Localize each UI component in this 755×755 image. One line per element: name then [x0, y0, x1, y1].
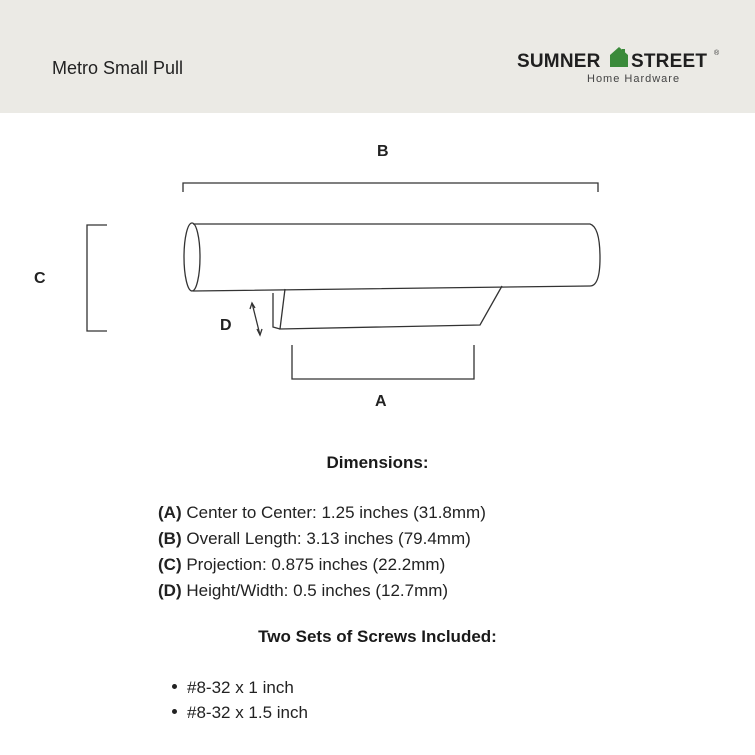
dimensions-heading: Dimensions:	[326, 453, 429, 472]
brand-logo	[517, 46, 727, 90]
brand-tagline: Home Hardware	[587, 73, 681, 85]
dimension-text: Center to Center: 1.25 inches (31.8mm)	[186, 503, 486, 522]
header-bar	[0, 0, 755, 113]
dimension-item	[158, 552, 486, 578]
brand-registered-mark: ®	[714, 50, 720, 57]
pull-drawing	[0, 113, 755, 433]
dimension-d-arrow	[252, 303, 260, 335]
dimension-b-bracket	[183, 183, 598, 192]
screws-heading: Two Sets of Screws Included:	[258, 627, 497, 646]
screw-item	[172, 675, 308, 700]
bullet-icon	[172, 684, 177, 689]
bullet-icon	[172, 709, 177, 714]
brand-word-right: STREET	[631, 51, 708, 72]
product-title: Metro Small Pull	[52, 58, 184, 78]
dimension-item	[158, 578, 486, 604]
house-icon	[609, 46, 629, 68]
screws-list	[172, 675, 308, 725]
bar-end-cap	[184, 223, 200, 291]
bar-body	[193, 224, 600, 291]
dimension-item	[158, 526, 486, 552]
dimension-item	[158, 500, 486, 526]
dimension-key: (B)	[158, 529, 182, 548]
dimension-a-label: A	[375, 393, 387, 410]
dimension-c-bracket	[87, 225, 107, 331]
dimension-text: Height/Width: 0.5 inches (12.7mm)	[186, 581, 449, 600]
dimension-key: (D)	[158, 581, 182, 600]
dimensions-list	[158, 500, 486, 604]
pull-base-edge	[273, 293, 280, 329]
dimension-key: (C)	[158, 555, 182, 574]
dimension-text: Overall Length: 3.13 inches (79.4mm)	[186, 529, 471, 548]
brand-word-left: SUMNER	[517, 51, 601, 72]
screw-item-text: #8-32 x 1 inch	[187, 678, 294, 697]
dimension-a-bracket	[292, 345, 474, 379]
pull-base	[280, 286, 502, 329]
dimension-c-label: C	[34, 270, 46, 287]
dimension-b-label: B	[377, 143, 389, 160]
screw-item	[172, 700, 308, 725]
dimension-key: (A)	[158, 503, 182, 522]
pull-diagram	[0, 113, 755, 433]
dimension-d-label: D	[220, 317, 232, 334]
screw-item-text: #8-32 x 1.5 inch	[187, 703, 308, 722]
dimension-text: Projection: 0.875 inches (22.2mm)	[186, 555, 446, 574]
